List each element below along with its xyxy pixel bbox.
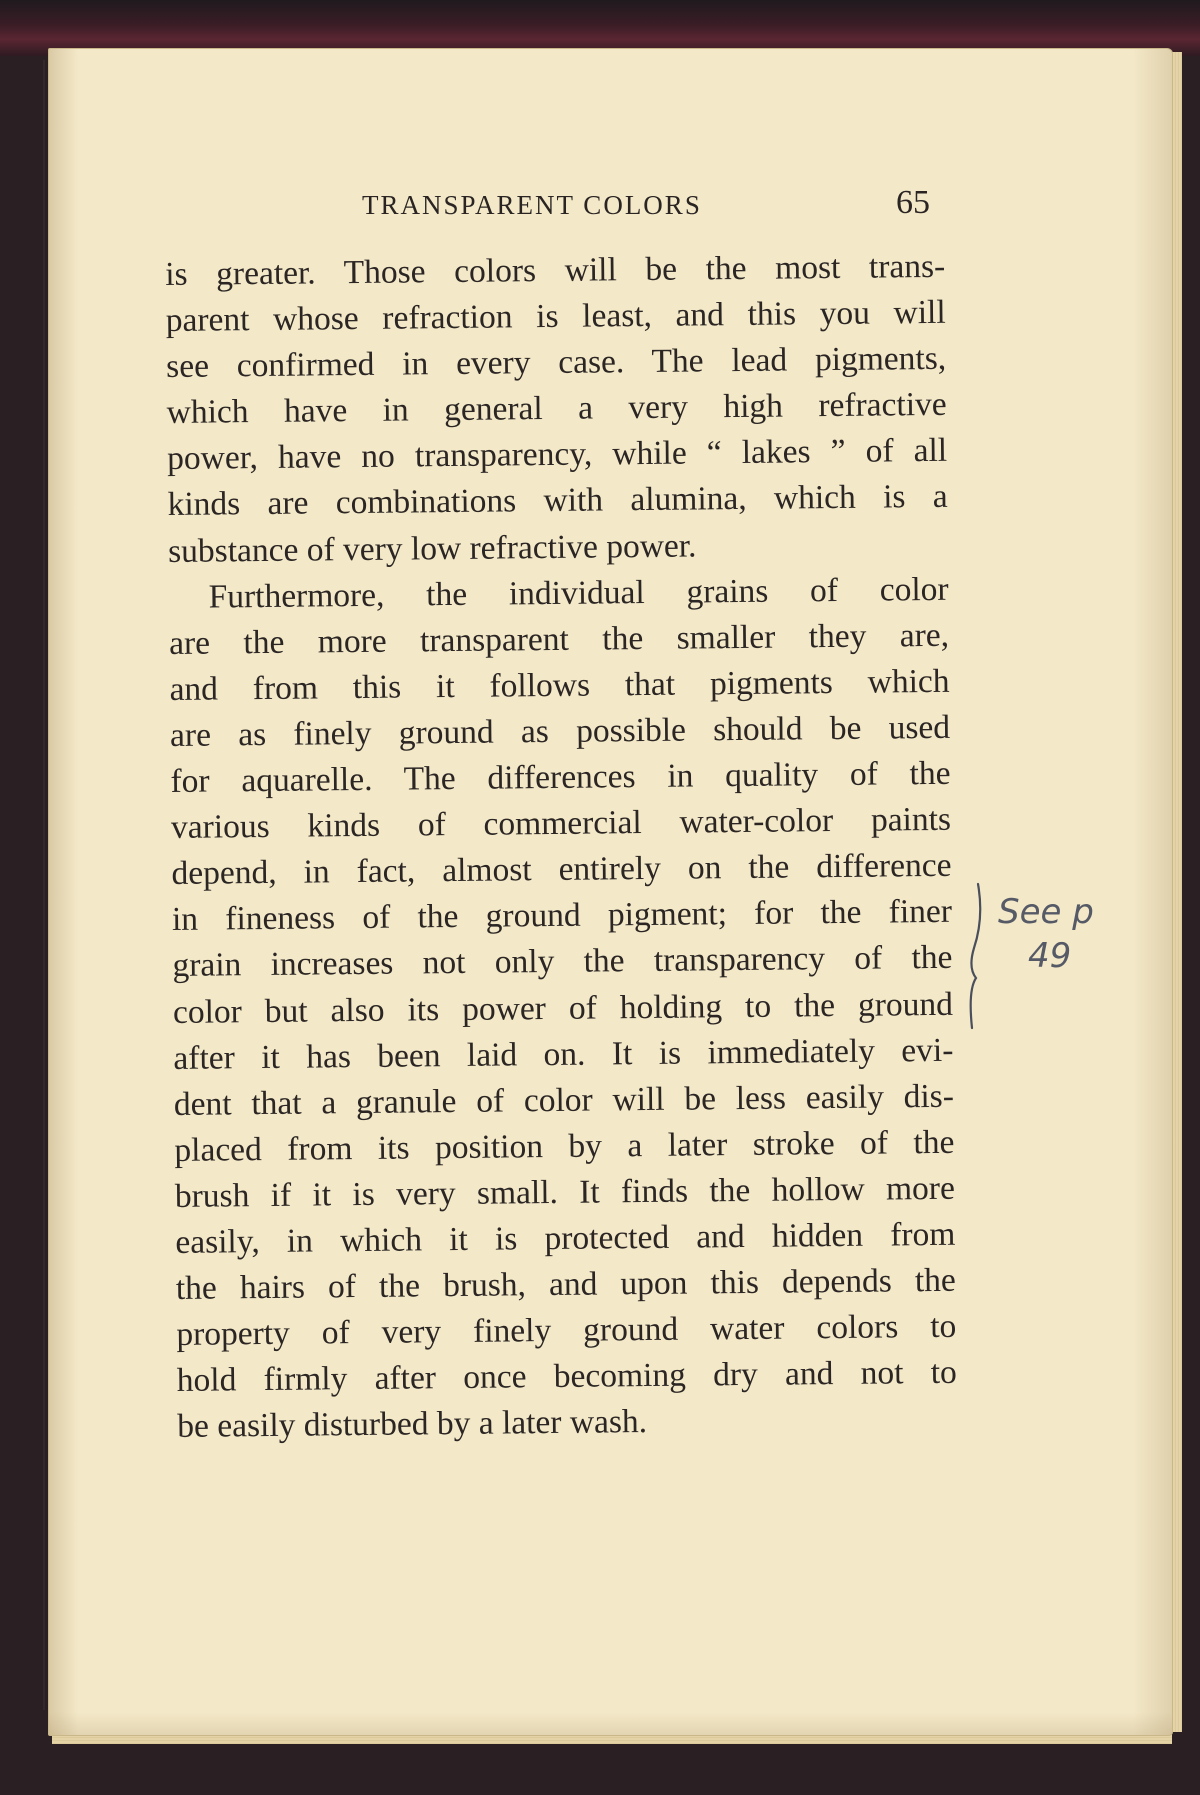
gutter-shadow	[43, 60, 45, 1710]
text-line: for aquarelle. The differences in quality of the	[170, 754, 951, 801]
text-line: kinds are combinations with alumina, which is a	[167, 478, 948, 524]
text-line: is greater. Those colors will be the most trans-	[165, 247, 946, 293]
page-number: 65	[896, 184, 930, 221]
text-line: hold firmly after once becoming dry and not to	[176, 1354, 957, 1400]
text-line: the hairs of the brush, and upon this depends the	[175, 1261, 957, 1308]
handwritten-annotation	[962, 878, 1112, 1038]
text-line: parent whose refraction is least, and this you will	[165, 293, 946, 340]
text-line: placed from its position by a later stroke of the	[174, 1123, 955, 1169]
text-line: easily, in which it is protected and hidden from	[175, 1215, 956, 1261]
text-line: and from this it follows that pigments which	[169, 662, 950, 708]
text-line: property of very finely ground water colors to	[176, 1307, 957, 1354]
text-line: dent that a granule of color will be less easily dis-	[173, 1077, 955, 1123]
text-line: in fineness of the ground pigment; for the finer	[171, 893, 953, 939]
text-line: power, have no transparency, while “ lakes ” of all	[166, 432, 948, 478]
text-line: Furthermore, the individual grains of color	[208, 570, 949, 616]
running-head: TRANSPARENT COLORS	[362, 190, 702, 220]
body-text	[165, 244, 958, 1451]
text-line: grain increases not only the transparency of the	[172, 939, 953, 985]
text-line: brush if it is very small. It finds the hollow more	[174, 1169, 956, 1215]
text-line: color but also its power of holding to the ground	[172, 985, 954, 1031]
text-line: are as finely ground as possible should be used	[169, 708, 951, 754]
text-line: be easily disturbed by a later wash.	[177, 1403, 648, 1446]
text-line: various kinds of commercial water-color paints	[170, 800, 952, 847]
annotation-see-page: See p	[998, 892, 1094, 932]
annotation-page-ref: 49	[1028, 936, 1072, 976]
text-line: are the more transparent the smaller they are,	[168, 616, 950, 662]
text-line: after it has been laid on. It is immediately evi-	[173, 1031, 954, 1077]
text-line: which have in general a very high refractive	[166, 386, 947, 432]
text-line: substance of very low refractive power.	[167, 527, 697, 570]
text-line: depend, in fact, almost entirely on the difference	[171, 847, 952, 893]
text-line: see confirmed in every case. The lead pigments,	[166, 340, 947, 386]
